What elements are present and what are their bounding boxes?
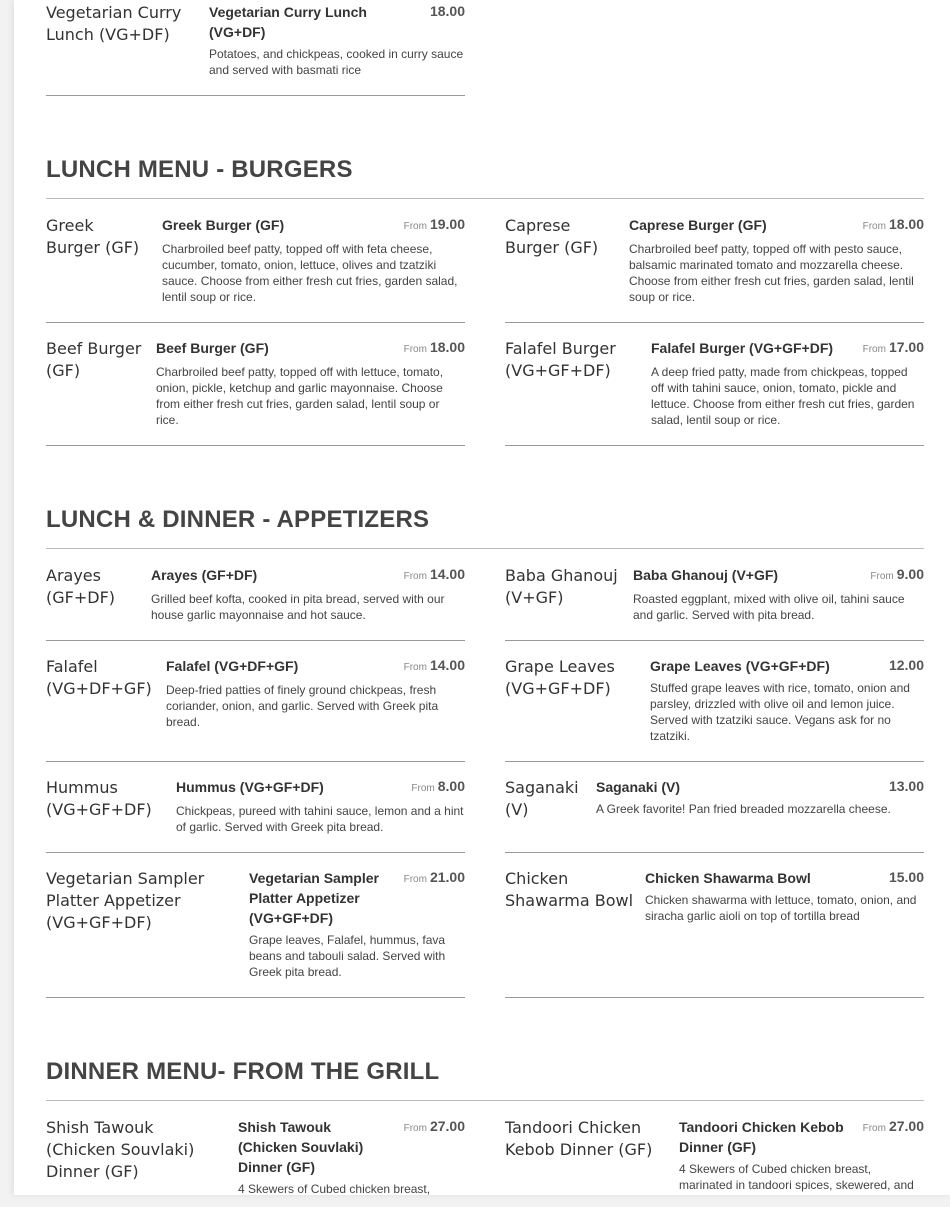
menu-item-description: A Greek favorite! Pan fried breaded mozzarella cheese. [596,802,891,816]
menu-item-name: Vegetarian Sampler Platter Appetizer (VG+GF+DF) [249,870,379,926]
menu-item-name: Baba Ghanouj (V+GF) [633,567,779,583]
menu-item-image: Falafel (VG+DF+GF) [46,657,152,698]
item-divider [46,997,465,998]
section-title-appetizers: LUNCH & DINNER - APPETIZERS [46,506,430,533]
menu-item-image: Shish Tawouk (Chicken Souvlaki) Dinner (GF) [46,1118,195,1181]
menu-item-chicken-shawarma-bowl[interactable] [505,868,924,998]
menu-item-saganaki[interactable] [505,777,924,853]
menu-item-price: 13.00 [888,778,924,794]
menu-item-greek-burger[interactable] [46,215,465,323]
item-divider [46,445,465,446]
menu-item-description: Charbroiled beef patty, topped off with pesto sauce, balsamic marinated tomato and mozzarella cheese. Choose from either fresh cut fries, garden salad, lentil soup or rice. [629,242,914,304]
menu-item-name: Saganaki (V) [596,779,681,795]
menu-item-description: Chicken shawarma with lettuce, tomato, onion, and siracha garlic aioli on top of tortilla bread [645,893,917,923]
section-title-grill: DINNER MENU- FROM THE GRILL [46,1058,440,1085]
menu-item-image: Greek Burger (GF) [46,216,140,257]
menu-item-image: Hummus (VG+GF+DF) [46,778,152,819]
menu-item-description: Charbroiled beef patty, topped off with lettuce, tomato, onion, pickle, ketchup and garlic mayonnaise. Choose from either fresh cut fries, garden salad, lentil soup or rice. [156,365,444,427]
menu-item-price: From 8.00 [411,778,465,794]
section-title-burgers: LUNCH MENU - BURGERS [46,156,353,183]
item-divider [505,640,924,641]
menu-item-image: Vegetarian Sampler Platter Appetizer (VG+GF+DF) [46,869,205,932]
item-divider [505,852,924,853]
menu-item-image: Grape Leaves (VG+GF+DF) [505,657,615,698]
menu-item-description: Roasted eggplant, mixed with olive oil, tahini sauce and garlic. Served with pita bread. [633,592,905,622]
menu-item-image: Saganaki (V) [505,778,579,819]
menu-item-price: From 18.00 [862,216,924,232]
section-divider [46,548,924,549]
menu-item-image: Vegetarian Curry Lunch (VG+DF) [46,3,182,44]
menu-item-price: From 17.00 [862,339,924,355]
menu-item-price: From 19.00 [403,216,465,232]
menu-item-price: From 14.00 [403,566,465,582]
menu-item-price: From 9.00 [870,566,924,582]
menu-item-name: Tandoori Chicken Kebob Dinner (GF) [679,1119,844,1155]
menu-item-image: Arayes (GF+DF) [46,566,116,607]
menu-item-tandoori-chicken-kebob[interactable] [505,1117,924,1207]
menu-item-name: Beef Burger (GF) [156,340,269,356]
menu-item-falafel[interactable] [46,656,465,762]
item-divider [46,322,465,323]
menu-item-description: A deep fried patty, made from chickpeas, topped off with tahini sauce, onion, tomato, pickle and lettuce. Choose from either fresh cut fries, garden salad, lentil soup or rice. [651,365,915,427]
menu-item-name: Shish Tawouk (Chicken Souvlaki) Dinner (GF) [238,1119,364,1175]
menu-item-description: 4 Skewers of Cubed chicken breast, [238,1182,431,1196]
item-divider [505,761,924,762]
item-divider [46,761,465,762]
menu-item-image: Falafel Burger (VG+GF+DF) [505,339,616,380]
menu-item-image: Baba Ghanouj (V+GF) [505,566,618,607]
menu-item-name: Grape Leaves (VG+GF+DF) [650,658,830,674]
menu-item-shish-tawouk[interactable] [46,1117,465,1207]
menu-item-arayes[interactable] [46,565,465,641]
menu-item-image: Chicken Shawarma Bowl [505,869,634,910]
menu-item-grape-leaves[interactable] [505,656,924,762]
menu-item-image: Tandoori Chicken Kebob Dinner (GF) [505,1118,653,1159]
menu-item-vegetarian-curry[interactable] [46,2,465,96]
menu-item-baba-ghanouj[interactable] [505,565,924,641]
item-divider [505,322,924,323]
menu-item-description: Charbroiled beef patty, topped off with feta cheese, cucumber, tomato, onion, lettuce, olives and tzatziki sauce. Choose from either fresh cut fries, garden salad, lentil soup or rice. [162,242,458,304]
menu-item-price: From 21.00 [403,869,465,885]
menu-item-name: Caprese Burger (GF) [629,217,767,233]
menu-item-name: Falafel (VG+DF+GF) [166,658,299,674]
menu-item-description: Chickpeas, pureed with tahini sauce, lemon and a hint of garlic. Served with Greek pita bread. [176,804,464,834]
menu-item-price: From 27.00 [403,1118,465,1134]
menu-item-name: Arayes (GF+DF) [151,567,258,583]
item-divider [46,852,465,853]
menu-item-name: Falafel Burger (VG+GF+DF) [651,340,834,356]
item-divider [46,640,465,641]
section-divider [46,1100,924,1101]
menu-item-name: Vegetarian Curry Lunch (VG+DF) [209,4,367,40]
menu-item-hummus[interactable] [46,777,465,853]
menu-item-price: 15.00 [888,869,924,885]
menu-item-image: Beef Burger (GF) [46,339,142,380]
menu-item-falafel-burger[interactable] [505,338,924,446]
item-divider [46,95,465,96]
menu-item-description: Stuffed grape leaves with rice, tomato, onion and parsley, drizzled with olive oil and lemon juice. Served with tzatziki sauce. Vegans ask for no tzatziki. [650,681,910,743]
menu-item-caprese-burger[interactable] [505,215,924,323]
menu-item-name: Greek Burger (GF) [162,217,285,233]
menu-item-price: From 27.00 [862,1118,924,1134]
item-divider [505,997,924,998]
item-divider [505,445,924,446]
menu-item-description: 4 Skewers of Cubed chicken breast, marinated in tandoori spices, skewered, and [679,1162,914,1192]
menu-item-description: Grilled beef kofta, cooked in pita bread, served with our house garlic mayonnaise and hot sauce. [151,592,445,622]
menu-item-price: 18.00 [429,3,465,19]
section-divider [46,198,924,199]
menu-item-price: From 14.00 [403,657,465,673]
menu-item-name: Chicken Shawarma Bowl [645,870,811,886]
menu-item-image: Caprese Burger (GF) [505,216,599,257]
menu-item-beef-burger[interactable] [46,338,465,446]
menu-item-price: 12.00 [888,657,924,673]
menu-item-vegetarian-sampler[interactable] [46,868,465,998]
menu-item-name: Hummus (VG+GF+DF) [176,779,324,795]
menu-item-description: Grape leaves, Falafel, hummus, fava beans and tabouli salad. Served with Greek pita bread. [249,933,446,979]
menu-item-price: From 18.00 [403,339,465,355]
menu-item-description: Deep-fried patties of finely ground chickpeas, fresh coriander, onion, and garlic. Served with Greek pita bread. [166,683,439,729]
menu-item-description: Potatoes, and chickpeas, cooked in curry sauce and served with basmati rice [209,47,464,77]
